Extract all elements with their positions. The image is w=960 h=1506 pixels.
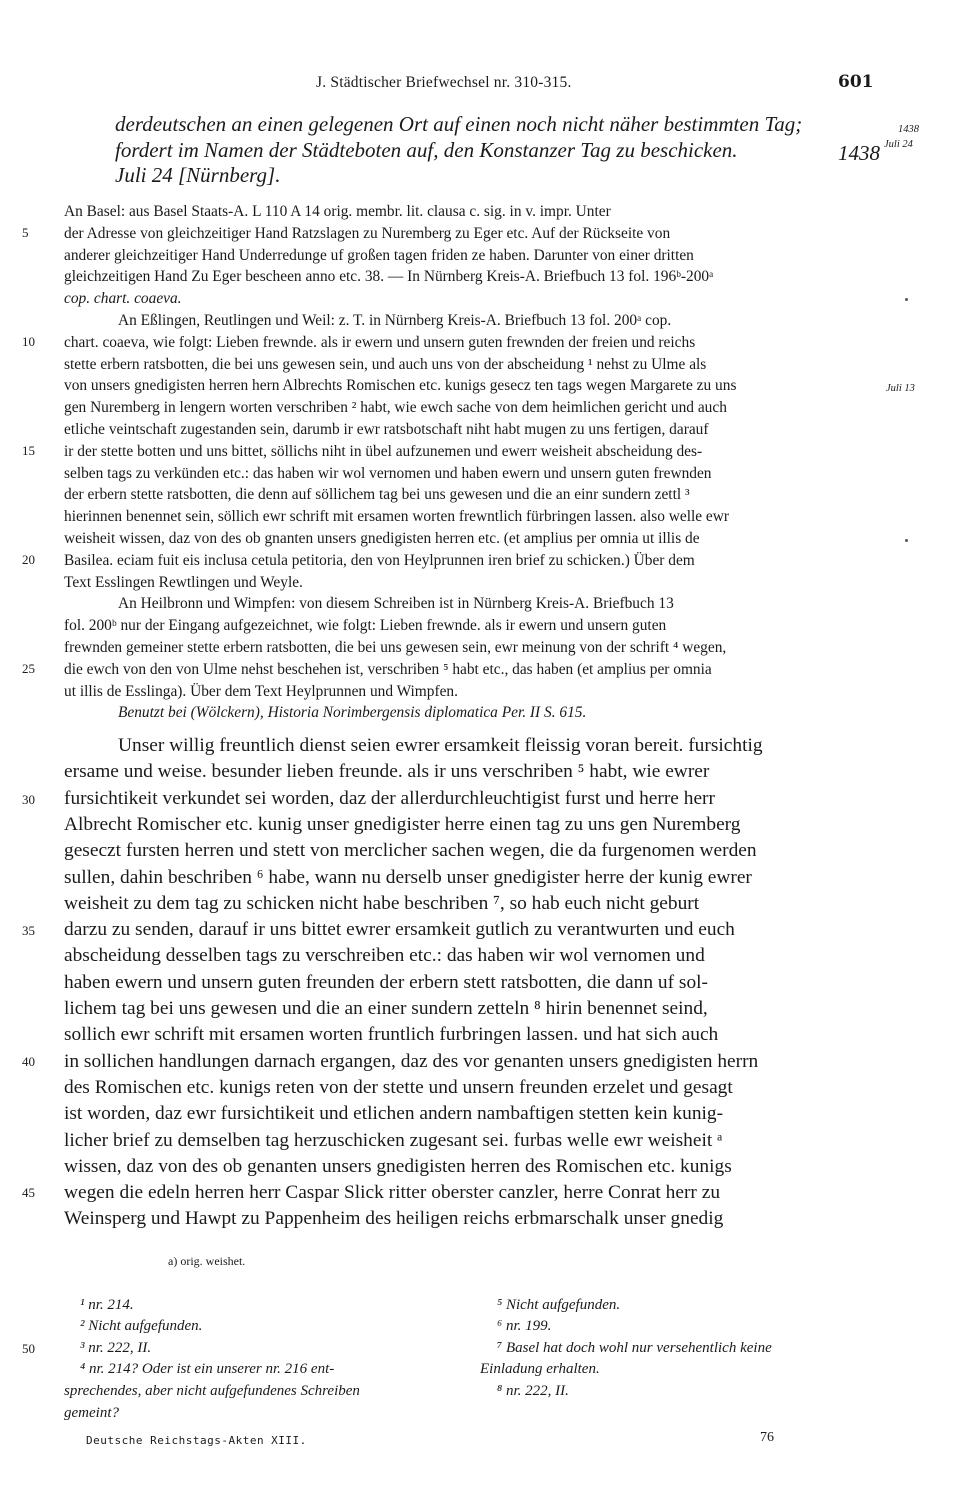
source-line: An Heilbronn und Wimpfen: von diesem Schreiben ist in Nürnberg Kreis-A. Briefbuch 13	[118, 595, 674, 613]
source-line: cop. chart. coaeva.	[64, 290, 182, 308]
footnote-line: sprechendes, aber nicht aufgefundenes Schreiben	[64, 1383, 360, 1399]
footnote-line: ⁴ nr. 214? Oder ist ein unserer nr. 216 ent-	[80, 1361, 335, 1377]
paper-speck	[905, 539, 908, 542]
footnote-line: Einladung erhalten.	[480, 1361, 600, 1377]
source-line: selben tags zu verkünden etc.: das haben wir wol vernomen und haben ewern und unsern guten frewnden	[64, 464, 712, 482]
letter-line: in sollichen handlungen darnach ergangen, daz des vor genanten unsers gnedigisten herrn	[64, 1050, 759, 1072]
line-number: 20	[22, 552, 35, 567]
line-number: 25	[22, 661, 35, 676]
source-line: Benutzt bei (Wölckern), Historia Norimbergensis diplomatica Per. II S. 615.	[118, 704, 587, 722]
series-title: Deutsche Reichstags-Akten XIII.	[86, 1434, 307, 1447]
letter-line: Albrecht Romischer etc. kunig unser gnedigister herre einen tag zu uns gen Nuremberg	[64, 813, 741, 835]
source-line: ut illis de Esslinga). Über dem Text Heylprunnen und Wimpfen.	[64, 682, 458, 700]
letter-line: haben ewern und unsern guten freunden der erbern stett ratsbotten, die dann uf sol-	[64, 971, 708, 993]
summary-line-3: Juli 24 [Nürnberg].	[115, 163, 281, 187]
letter-line: wissen, daz von des ob genanten unsers gnedigisten herren des Romischen etc. kunigs	[64, 1155, 732, 1177]
page-number: 601	[838, 72, 874, 92]
source-line: weisheit wissen, daz von des ob gnanten unsers gnedigisten herren etc. (et amplius per omnia ut illis de	[64, 530, 700, 547]
letter-line: ersame und weise. besunder lieben freunde. als ir uns verschriben ⁵ habt, wie ewrer	[64, 761, 710, 783]
footnote-line: gemeint?	[64, 1405, 119, 1421]
sheet-signature: 76	[760, 1430, 774, 1445]
footnote-line: ¹ nr. 214.	[80, 1297, 134, 1313]
footnote-line: ⁶ nr. 199.	[497, 1318, 552, 1334]
source-line: der Adresse von gleichzeitiger Hand Ratzslagen zu Nuremberg zu Eger etc. Auf der Rückseite von	[64, 224, 671, 242]
letter-line: fursichtikeit verkundet sei worden, daz der allerdurchleuchtigist furst und herre herr	[64, 787, 715, 809]
line-number: 50	[22, 1341, 35, 1356]
letter-line: licher brief zu demselben tag herzuschicken zugesant sei. furbas welle ewr weisheit ᵃ	[64, 1129, 723, 1151]
source-line: An Basel: aus Basel Staats-A. L 110 A 14 orig. membr. lit. clausa c. sig. in v. impr. Unter	[64, 203, 611, 220]
line-number: 5	[22, 225, 29, 240]
paper-speck	[905, 298, 908, 301]
line-number: 35	[22, 923, 35, 938]
line-number: 40	[22, 1054, 35, 1069]
source-line: An Eßlingen, Reutlingen und Weil: z. T. in Nürnberg Kreis-A. Briefbuch 13 fol. 200ᵃ cop.	[118, 312, 672, 329]
line-number: 10	[22, 334, 35, 349]
source-line: fol. 200ᵇ nur der Eingang aufgezeichnet, wie folgt: Lieben frewnde. als ir ewern und unsern guten	[64, 617, 667, 635]
source-line: frewnden gemeiner stette erbern ratsbotten, die bei uns gewesen sein, ewr meinung von der schrift ⁴ wegen,	[64, 639, 727, 656]
source-line: von unsers gnedigisten herren hern Albrechts Romischen etc. kunigs gesecz ten tags wegen Margarete zu uns	[64, 377, 737, 395]
source-line: ir der stette botten und uns bittet, söllichs niht in übel aufzunemen und ewerr weisheit abscheidung des-	[64, 442, 703, 460]
source-line: gen Nuremberg in lengern worten verschriben ² habt, wie ewch sache von dem heimlichen gericht und auch	[64, 399, 727, 417]
letter-line: weisheit zu dem tag zu schicken nicht habe beschriben ⁷, so hab euch nicht geburt	[64, 892, 700, 914]
letter-line: wegen die edeln herren herr Caspar Slick ritter oberster canzler, herre Conrat herr zu	[64, 1182, 721, 1204]
margin-year: 1438	[898, 124, 919, 135]
line-number: 45	[22, 1185, 35, 1200]
source-line: Basilea. eciam fuit eis inclusa cetula petitoria, den von Heylprunnen iren brief zu schicken.) Über dem	[64, 551, 695, 569]
footnote-line: ² Nicht aufgefunden.	[80, 1318, 203, 1334]
source-line: etliche veintschaft zugestanden sein, darumb ir ewr ratsbotschaft niht habt mugen zu uns fertigen, darauf	[64, 421, 709, 438]
summary-date: 1438	[838, 141, 880, 165]
footnote-line: ³ nr. 222, II.	[80, 1340, 152, 1356]
letter-line: sullen, dahin beschriben ⁶ habe, wann nu derselb unser gnedigister herre der kunig ewrer	[64, 866, 752, 888]
letter-line: darzu zu senden, darauf ir uns bittet ewrer ersamkeit gutlich zu verantwurten und euch	[64, 919, 735, 941]
source-line: der erbern stette ratsbotten, die denn auf söllichem tag bei uns gewesen und die an einr sundern zettl ³	[64, 486, 690, 504]
letter-line: Weinsperg und Hawpt zu Pappenheim des heiligen reichs erbmarschalk unser gnedig	[64, 1208, 724, 1230]
margin-juli-13: Juli 13	[886, 383, 915, 394]
source-line: hierinnen benennet sein, söllich ewr schrift mit ersamen worten frewntlich fürbringen lassen. also welle ewr	[64, 508, 729, 526]
summary-line-1: derdeutschen an einen gelegenen Ort auf einen noch nicht näher bestimmten Tag;	[115, 112, 803, 136]
letter-line: sollich ewr schrift mit ersamen worten fruntlich furbringen lassen. und hat sich auch	[64, 1024, 719, 1046]
source-line: gleichzeitigen Hand Zu Eger bescheen anno etc. 38. — In Nürnberg Kreis-A. Briefbuch 13 fol. 196ᵇ-200ᵃ	[64, 268, 714, 286]
margin-juli-24: Juli 24	[884, 139, 913, 150]
apparatus-note: a) orig. weishet.	[168, 1254, 246, 1268]
letter-line: lichem tag bei uns gewesen und die an einer sundern zetteln ⁸ hirin benennet seind,	[64, 998, 708, 1019]
footnote-line: ⁷ Basel hat doch wohl nur versehentlich keine	[497, 1340, 772, 1356]
line-number: 15	[22, 443, 35, 458]
source-line: stette erbern ratsbotten, die bei uns gewesen sein, und auch uns von der abscheidung ¹ nehst zu Ulme als	[64, 355, 707, 373]
summary-line-2: fordert im Namen der Städteboten auf, den Konstanzer Tag zu beschicken.	[115, 138, 738, 162]
running-header	[0, 74, 960, 98]
source-line: die ewch von den von Ulme nehst beschehen ist, verschriben ⁵ habt etc., das haben (et amplius per omnia	[64, 660, 712, 678]
source-line: chart. coaeva, wie folgt: Lieben frewnde. als ir ewern und unsern guten frewnden der freien und reichs	[64, 333, 696, 351]
letter-line: geseczt fursten herren und stett von merclicher sachen wegen, die da furgenomen werden	[64, 840, 757, 862]
footnote-line: ⁸ nr. 222, II.	[497, 1383, 569, 1399]
letter-line: Unser willig freuntlich dienst seien ewrer ersamkeit fleissig voran bereit. fursichtig	[118, 735, 763, 756]
line-number: 30	[22, 792, 35, 807]
source-line: Text Esslingen Rewtlingen und Weyle.	[64, 573, 303, 591]
footnote-line: ⁵ Nicht aufgefunden.	[497, 1297, 621, 1313]
letter-line: ist worden, daz ewr fursichtikeit und etlichen andern nambaftigen stetten kein kunig-	[64, 1103, 724, 1125]
running-title: J. Städtischer Briefwechsel nr. 310-315.	[316, 74, 572, 91]
letter-line: abscheidung desselben tags zu verschreiben etc.: das haben wir wol vernomen und	[64, 945, 705, 967]
letter-line: des Romischen etc. kunigs reten von der stette und unsern freunden erzelet und gesagt	[64, 1076, 733, 1098]
source-line: anderer gleichzeitiger Hand Underredunge uf großen tagen friden ze haben. Darunter von einer dritten	[64, 246, 694, 264]
